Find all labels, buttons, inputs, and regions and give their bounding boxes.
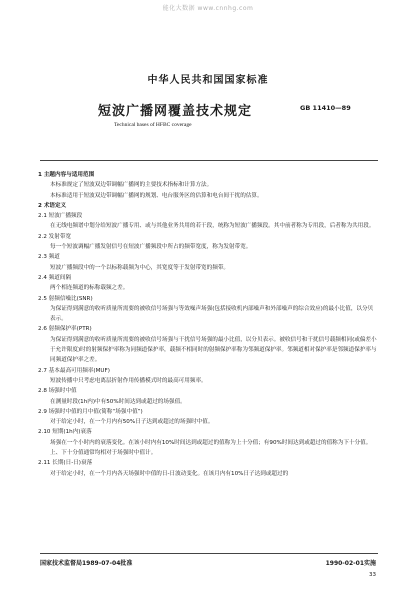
implementation-date: 1990-02-01实施 bbox=[325, 560, 376, 567]
section-heading: 2 术语定义 bbox=[38, 202, 67, 209]
term-definition: 短波广播频段中的一个以标称载频为中心，其宽度等于发射带宽的频带。 bbox=[50, 264, 230, 271]
term-heading: 2.7 基本最高可用频率(MUF) bbox=[38, 367, 110, 374]
document-body bbox=[38, 170, 378, 479]
term-heading: 2.3 频道 bbox=[38, 254, 60, 261]
document-title-english: Technical bases of HFBC coverage bbox=[114, 122, 192, 128]
term-heading: 2.9 场强时中值的月中值(简称“场强中值”) bbox=[38, 408, 143, 415]
term-definition: 场强在一个小时内的衰落变化。在该小时内有10%时间达到或超过的值称为上十分值；有90%时间达到或超过的值称为下十分值。上、下十分值通常均相对于场强时中值计。 bbox=[50, 439, 372, 457]
term-definition: 对于给定小时，在一个月内各天场强时中值的日-日波动变化。在该月内有10%日子达到或超过的 bbox=[50, 470, 289, 477]
page-number: 33 bbox=[369, 572, 376, 578]
document-title: 短波广播网覆盖技术规定 bbox=[98, 104, 253, 119]
watermark: 能化大数据 www.cnnhg.com bbox=[162, 5, 254, 12]
term-heading: 2.2 发射带宽 bbox=[38, 233, 72, 240]
term-heading: 2.10 短期(1h内)衰落 bbox=[38, 429, 92, 436]
paragraph: 本标准适用于短波双边带调幅广播网的规划、电台服务区的估算和电台间干扰的估算。 bbox=[50, 192, 263, 199]
term-heading: 2.11 长期(日-日)衰落 bbox=[38, 460, 93, 467]
paragraph: 本标准规定了短波双边带调幅广播网的主要技术指标和计算方法。 bbox=[50, 182, 213, 189]
term-heading: 2.8 场强时中值 bbox=[38, 388, 77, 395]
term-definition: 为保证得到满意的收听质量所需要的被收信号场强与干扰信号场强的最小比值，以分贝表示。被收信号和干扰信号载频相同(或偏差小于允许限度)时的射频保护率称为同频道保护率，载频不相同时的射频保护率称为邻频道保护率。邻频道相对保护率是邻频道保护率与同频道保护率之差。 bbox=[50, 336, 377, 364]
standard-code: GB 11410—89 bbox=[300, 104, 351, 112]
term-definition: 对于给定小时，在一个月内有50%日子达到或超过的场强时中值。 bbox=[50, 419, 214, 426]
term-definition: 在测量时段(1h内)中有50%时间达到或超过的场强值。 bbox=[50, 398, 186, 405]
term-heading: 2.5 射频信噪比(SNR) bbox=[38, 295, 93, 302]
term-definition: 两个相连频道的标称载频之差。 bbox=[50, 285, 129, 292]
term-definition: 每一个短波调幅广播发射信号在短波广播频段中所占的频带宽度，称为发射带宽。 bbox=[50, 244, 252, 251]
term-definition: 在无线电频谱中划分给短波广播专用、或与其他业务共用的若干段，统称为短波广播频段。其中前者称为专用段，后者称为共用段。 bbox=[50, 223, 375, 230]
approval-date: 国家技术监督局1989-07-04批准 bbox=[40, 560, 133, 567]
term-heading: 2.4 频道间隔 bbox=[38, 274, 72, 281]
section-heading: 1 主题内容与适用范围 bbox=[38, 172, 95, 178]
bottom-divider bbox=[40, 553, 378, 554]
term-heading: 2.6 射频保护率(PTR) bbox=[38, 326, 92, 333]
term-definition: 为保证得到满意的收听质量所需要的被收信号场强与等效噪声场强(包括接收机内部噪声和外部噪声的综合效应)的最小比值，以分贝表示。 bbox=[50, 305, 374, 323]
top-divider bbox=[40, 160, 378, 161]
standard-name: 中华人民共和国国家标准 bbox=[147, 75, 269, 86]
term-heading: 2.1 短波广播频段 bbox=[38, 213, 83, 220]
term-definition: 短波传播中只考虑电离层折射作用传播模式时的最高可用频率。 bbox=[50, 377, 207, 384]
